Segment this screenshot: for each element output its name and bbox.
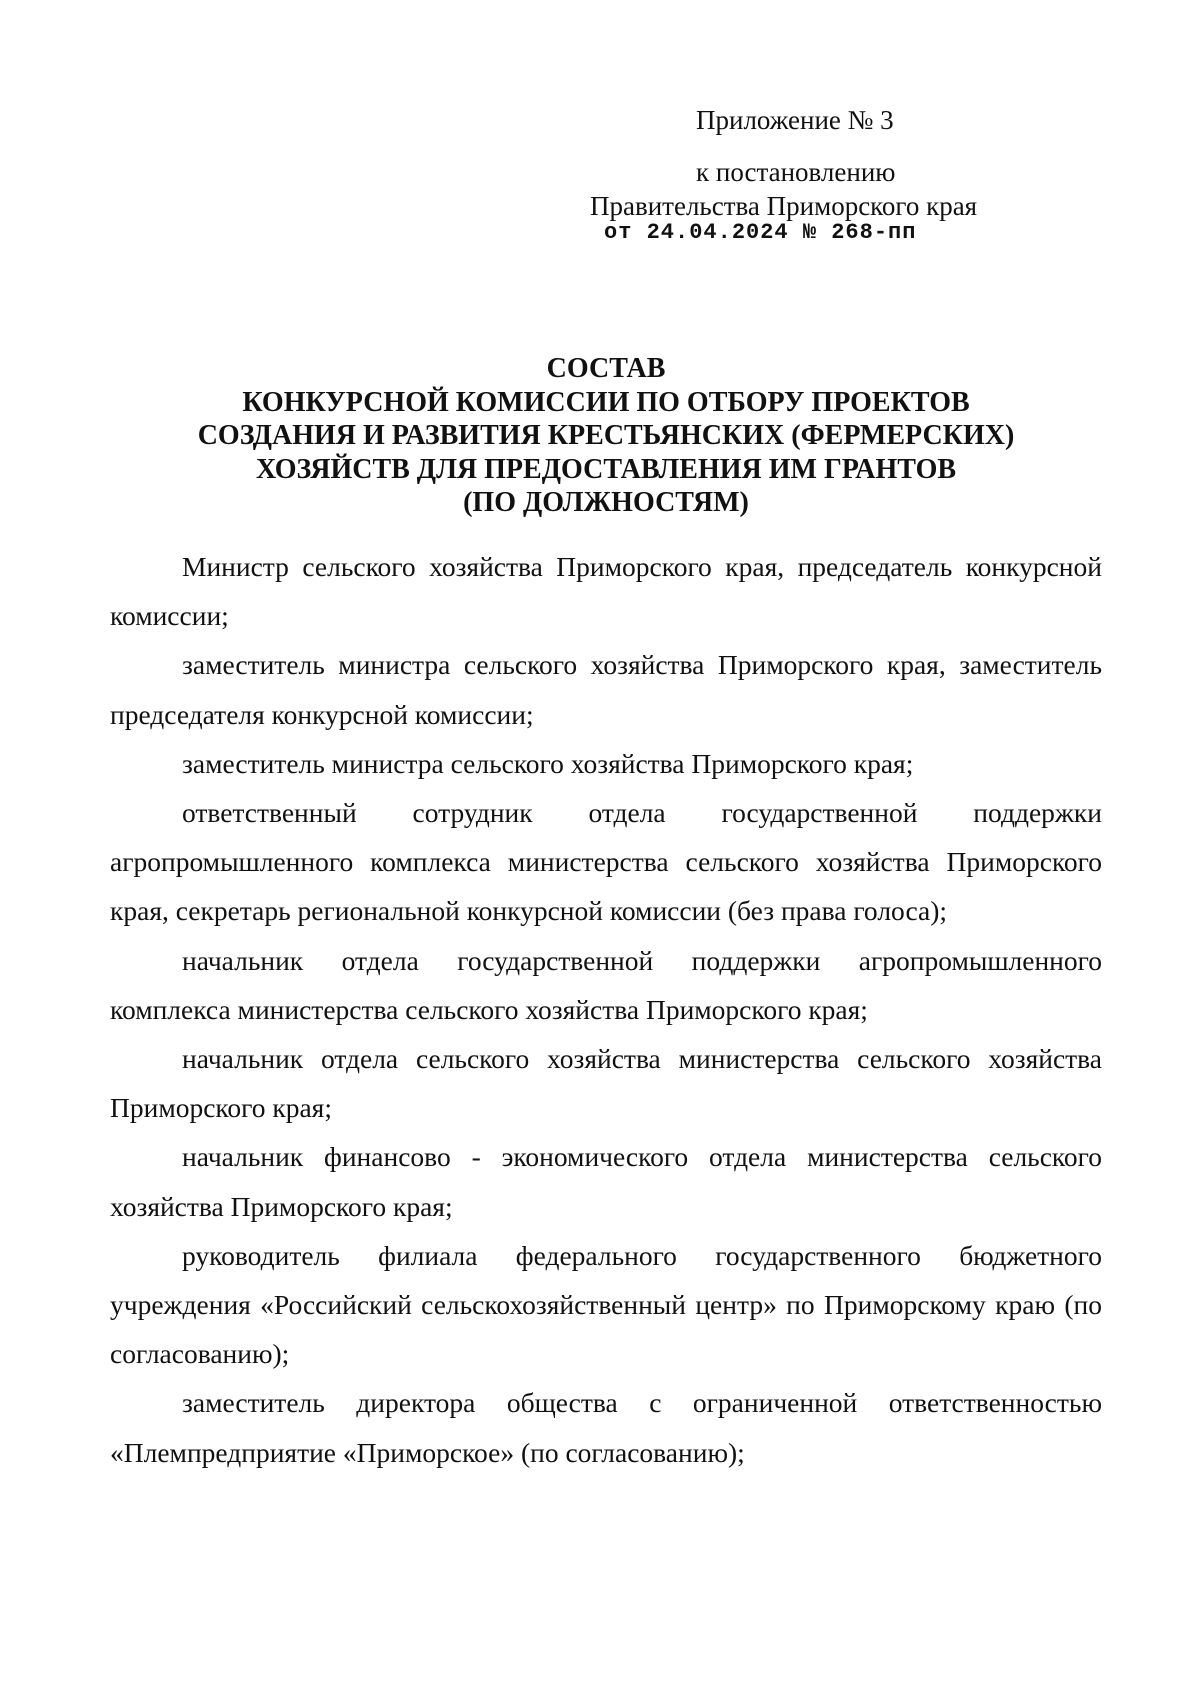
member-entry: ответственный сотрудник отдела государственной поддержки агропромышленного комплекса министерства сельского хозяйства Приморского края, секретарь региональной конкурсной комиссии (без права голоса); [110,797,1102,927]
appendix-label: Приложение № 3 [696,105,894,135]
title-line: СОСТАВ [546,353,666,384]
title-line: КОНКУРСНОЙ КОМИССИИ ПО ОТБОРУ ПРОЕКТОВ [242,386,970,418]
member-entry: заместитель министра сельского хозяйства Приморского края; [182,747,914,779]
member-entry: начальник отдела сельского хозяйства министерства сельского хозяйства Приморского края; [110,1043,1102,1124]
decree-reference [590,155,1020,223]
title-line: СОЗДАНИЯ И РАЗВИТИЯ КРЕСТЬЯНСКИХ (ФЕРМЕРСКИХ) [197,420,1015,451]
member-entry: Министр сельского хозяйства Приморского края, председатель конкурсной комиссии; [110,551,1102,632]
document-title [110,352,1102,520]
member-entry: начальник финансово - экономического отдела министерства сельского хозяйства Приморского края; [110,1141,1102,1222]
member-entry: заместитель директора общества с ограниченной ответственностью «Племпредприятие «Приморское» (по согласованию); [110,1387,1102,1468]
member-entry: руководитель филиала федерального государственного бюджетного учреждения «Российский сельскохозяйственный центр» по Приморскому краю (по согласованию); [110,1239,1102,1370]
title-line: ХОЗЯЙСТВ ДЛЯ ПРЕДОСТАВЛЕНИЯ ИМ ГРАНТОВ [255,453,957,485]
decree-reference-line2: Правительства Приморского края [590,191,978,221]
member-entry: начальник отдела государственной поддержки агропромышленного комплекса министерства сельского хозяйства Приморского края; [110,944,1102,1025]
title-line: (ПО ДОЛЖНОСТЯМ) [463,487,749,518]
member-entry: заместитель министра сельского хозяйства Приморского края, заместитель председателя конкурсной комиссии; [110,649,1102,730]
decree-date-number-stamp: от 24.04.2024 № 268-пп [604,220,917,245]
decree-reference-line1: к постановлению [696,157,896,187]
commission-members-list [110,542,1102,1477]
